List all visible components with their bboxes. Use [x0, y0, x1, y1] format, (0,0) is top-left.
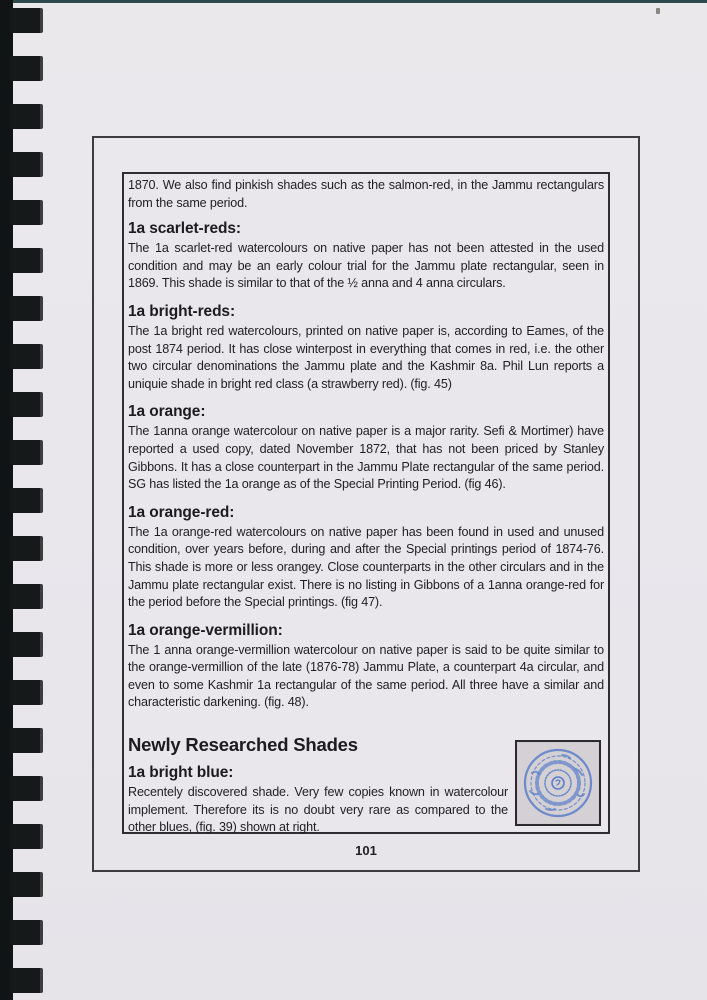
newly-researched-title: Newly Researched Shades	[128, 734, 358, 756]
section-heading: 1a orange-vermillion:	[128, 621, 283, 639]
section-body: The 1 anna orange-vermillion watercolour on native paper is said to be quite similar to the orange-vermillion of the late (1876-78) Jammu Plate, a counterpart 4a circular, and even to some Kashmir 1a rectangular of the same period. All three have a similar and characteristic darkening. (fig. 48).	[128, 642, 604, 710]
intro-paragraph: 1870. We also find pinkish shades such as the salmon-red, in the Jammu rectangulars from the same period.	[128, 178, 604, 210]
section-body: The 1a orange-red watercolours on native paper has been found in used and unused condition, over years before, during and after the Special printings period of 1874-76. This shade is more or less orangey. Close counterparts in the other circulars and in the Jammu plate rectangular exist. There is no listing in Gibbons of a 1anna orange-red for the period before the Special printings. (fig 47).	[128, 524, 604, 610]
section-orange	[128, 402, 604, 493]
page-number: 101	[355, 843, 377, 858]
binding-ring	[10, 632, 43, 657]
section-bright-reds	[128, 302, 604, 393]
section-heading: 1a bright blue:	[128, 764, 234, 782]
binding-ring	[10, 56, 43, 81]
section-bright-blue	[128, 763, 508, 837]
binding-ring	[10, 440, 43, 465]
section-heading: 1a orange-red:	[128, 503, 235, 521]
binding-ring	[10, 152, 43, 177]
binding-ring	[10, 872, 43, 897]
binding-ring	[10, 824, 43, 849]
paper-speck	[656, 8, 660, 14]
stamp-image	[518, 743, 598, 823]
text-box	[122, 172, 610, 834]
binding-ring	[10, 920, 43, 945]
section-heading: 1a scarlet-reds:	[128, 220, 241, 238]
binding-ring	[10, 104, 43, 129]
binding-ring	[10, 248, 43, 273]
binding-ring	[10, 296, 43, 321]
binding-ring	[10, 968, 43, 993]
binding-ring	[10, 536, 43, 561]
section-heading: 1a bright-reds:	[128, 302, 236, 320]
binding-ring	[10, 776, 43, 801]
binding-ring	[10, 200, 43, 225]
binding-ring	[10, 392, 43, 417]
section-scarlet-reds	[128, 219, 604, 293]
binding-ring	[10, 8, 43, 33]
binding-ring	[10, 344, 43, 369]
text-content	[128, 177, 604, 837]
binding-ring	[10, 728, 43, 753]
section-body: The 1anna orange watercolour on native paper is a major rarity. Sefi & Mortimer) have reported a used copy, dated November 1872, that has not been priced by Stanley Gibbons. It has a close counterpart in the Jammu Plate rectangular of the same period. SG has listed the 1a orange as of the Special Printing Period. (fig 46).	[128, 424, 604, 492]
binding-ring	[10, 680, 43, 705]
stamp-figure	[515, 740, 601, 826]
section-body: The 1a bright red watercolours, printed on native paper is, according to Eames, of the post 1874 period. It has close winterpost in everything that comes in red, i.e. the other two circular denominations the Jammu plate and the Kashmir 8a. Phil Lun reports a uniquie shade in bright red class (a strawberry red). (fig. 45)	[128, 323, 604, 391]
binding-ring	[10, 584, 43, 609]
section-orange-red	[128, 503, 604, 612]
section-heading: 1a orange:	[128, 403, 206, 421]
section-body: Recentely discovered shade. Very few copies known in watercolour implement. Therefore its is no doubt very rare as compared to the other blues, (fig. 39) shown at right.	[128, 785, 508, 835]
section-orange-vermillion	[128, 621, 604, 712]
section-body: The 1a scarlet-red watercolours on native paper has not been attested in the used condition and may be an early colour trial for the Jammu plate rectangular, seen in 1869. This shade is similar to that of the ½ anna and 4 anna circulars.	[128, 241, 604, 291]
binding-ring	[10, 488, 43, 513]
